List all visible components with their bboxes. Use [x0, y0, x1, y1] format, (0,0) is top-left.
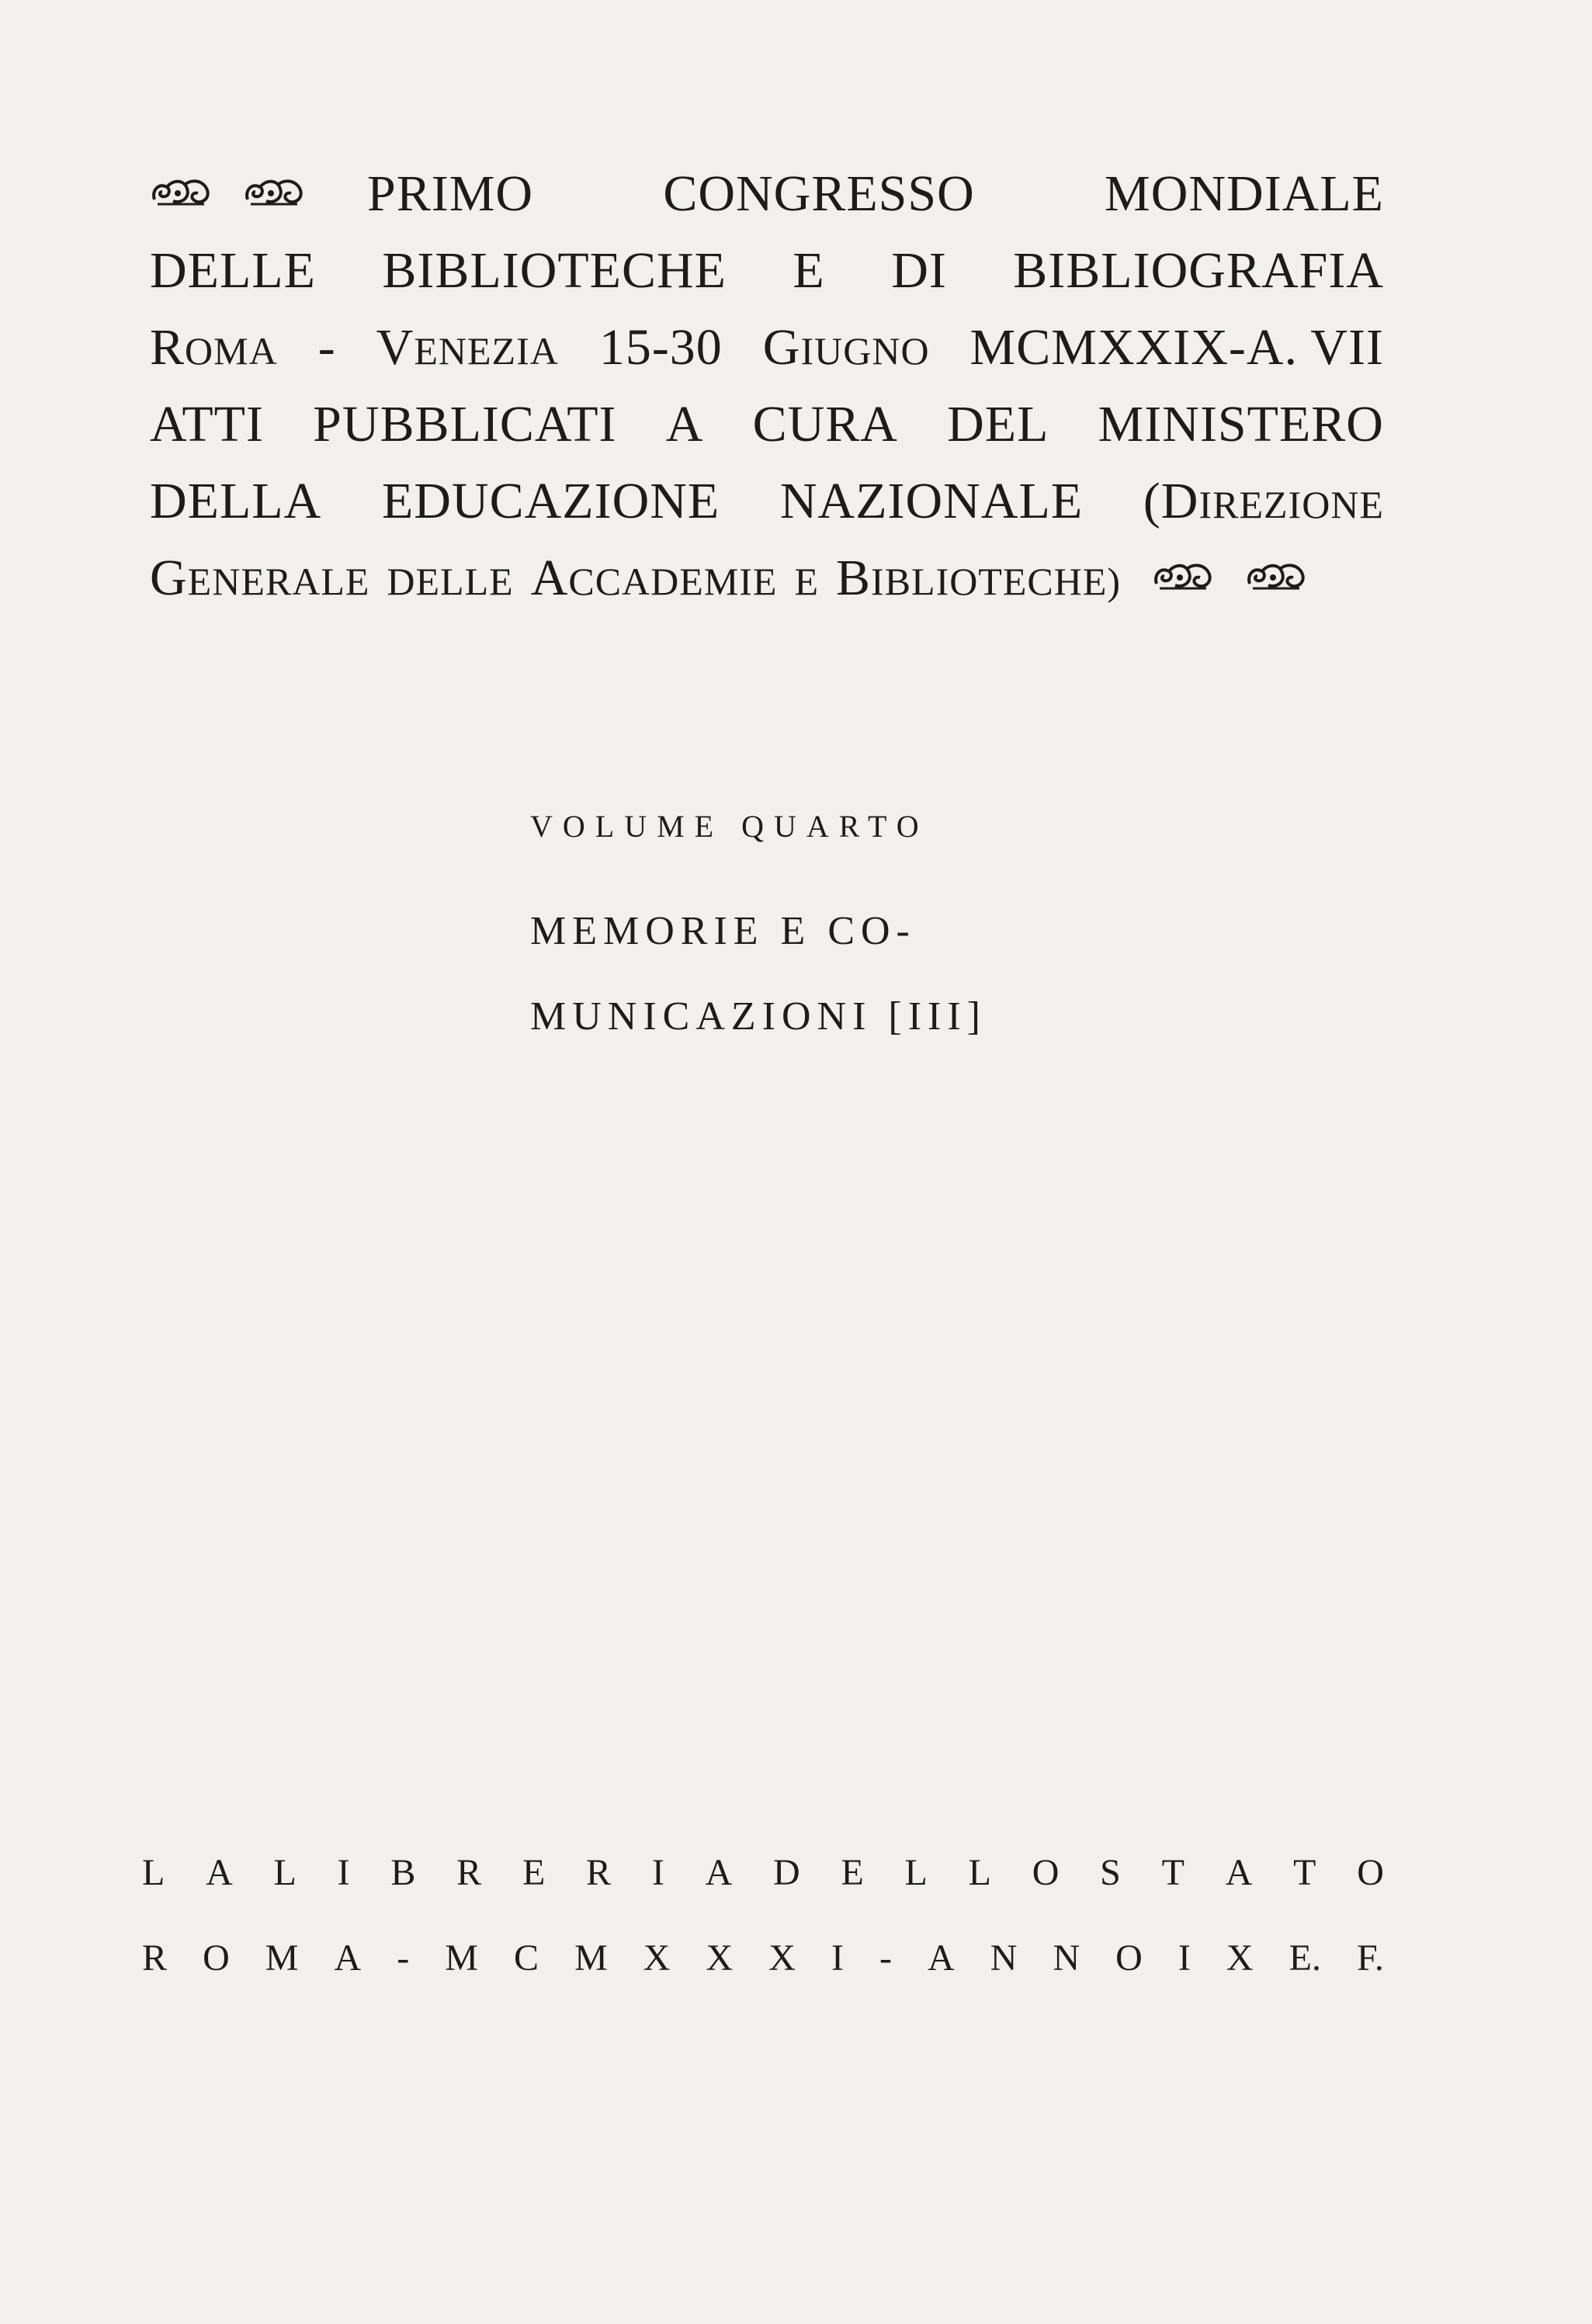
imprint-glyph: L: [904, 1852, 928, 1893]
imprint-glyph: O: [1115, 1937, 1143, 1979]
imprint-glyph: E.: [1289, 1937, 1321, 1979]
heading-word: DI: [891, 242, 947, 299]
imprint-glyph: E: [522, 1852, 546, 1893]
heading-word: A: [665, 396, 704, 453]
imprint-glyph: C: [514, 1937, 539, 1979]
imprint-glyph: R: [586, 1852, 612, 1893]
fleuron-ornament-icon: [243, 176, 305, 210]
heading-line-6: [150, 539, 1384, 616]
fleuron-ornament-icon: [1245, 560, 1307, 595]
heading-word: CONGRESSO: [663, 165, 975, 222]
imprint-glyph: -: [397, 1937, 410, 1979]
heading-word: DELLA: [150, 473, 322, 529]
imprint-glyph: T: [1293, 1852, 1316, 1893]
imprint-glyph: M: [445, 1937, 478, 1979]
heading-line-3: [150, 309, 1384, 386]
month-giugno: GIUGNO: [762, 319, 930, 376]
heading-line-2: [150, 232, 1384, 309]
imprint-glyph: B: [390, 1852, 416, 1893]
imprint-glyph: A: [705, 1852, 733, 1893]
imprint-glyph: N: [1053, 1937, 1080, 1979]
volume-title: [530, 889, 1011, 1060]
heading-line-5: [150, 463, 1384, 539]
heading-word: EDUCAZIONE: [381, 473, 720, 529]
imprint-glyph: -: [879, 1937, 892, 1979]
generale-word: GENERALE: [150, 550, 370, 606]
imprint-glyph: O: [203, 1937, 230, 1979]
heading-word: BIBLIOGRAFIA: [1013, 242, 1384, 299]
imprint-line-1: [142, 1830, 1384, 1916]
imprint-glyph: R: [456, 1852, 482, 1893]
imprint-glyph: M: [265, 1937, 299, 1979]
fleuron-ornament-icon: [1152, 560, 1214, 595]
imprint-glyph: O: [1357, 1852, 1384, 1893]
imprint-glyph: M: [574, 1937, 608, 1979]
heading-word: DELLE: [150, 242, 316, 299]
imprint-glyph: R: [142, 1937, 168, 1979]
imprint-glyph: E: [841, 1852, 864, 1893]
imprint-glyph: L: [968, 1852, 991, 1893]
ornament-group-left: [150, 176, 305, 210]
imprint-glyph: S: [1100, 1852, 1121, 1893]
imprint-line-2: [142, 1916, 1384, 2001]
imprint-glyph: I: [1178, 1937, 1191, 1979]
place-roma: ROMA: [150, 319, 278, 376]
delle-word: DELLE: [387, 560, 514, 603]
imprint-glyph: X: [768, 1937, 796, 1979]
heading-word: E: [793, 242, 825, 299]
heading-line-1-words: [367, 155, 1384, 232]
publisher-imprint: [142, 1830, 1384, 2001]
imprint-glyph: T: [1161, 1852, 1184, 1893]
heading-line-1: [150, 155, 1384, 232]
imprint-glyph: N: [990, 1937, 1018, 1979]
congress-dates: 15-30: [598, 319, 723, 376]
direzione-word: (DIREZIONE: [1143, 473, 1384, 529]
heading-word: BIBLIOTECHE: [382, 242, 727, 299]
separator-dash: -: [317, 319, 336, 376]
imprint-glyph: L: [273, 1852, 297, 1893]
heading-word: ATTI: [150, 396, 264, 453]
fleuron-ornament-icon: [150, 176, 212, 210]
heading-word: NAZIONALE: [779, 473, 1084, 529]
imprint-glyph: I: [651, 1852, 664, 1893]
imprint-glyph: O: [1032, 1852, 1060, 1893]
heading-word: CURA: [752, 396, 898, 453]
imprint-glyph: X: [1226, 1937, 1254, 1979]
volume-title-line-2: MUNICAZIONI [III]: [530, 994, 987, 1039]
imprint-glyph: A: [1225, 1852, 1253, 1893]
volume-label: VOLUME QUARTO: [530, 809, 929, 844]
heading-line-4: [150, 386, 1384, 463]
ornament-group-right: [1152, 560, 1307, 595]
imprint-glyph: A: [206, 1852, 233, 1893]
e-word: E: [794, 560, 820, 603]
imprint-glyph: I: [831, 1937, 844, 1979]
heading-line-6-text: [150, 539, 1121, 620]
volume-block: [530, 803, 1011, 1060]
imprint-glyph: X: [706, 1937, 734, 1979]
heading-word: PRIMO: [367, 165, 534, 222]
imprint-glyph: X: [643, 1937, 671, 1979]
heading-word: DEL: [947, 396, 1049, 453]
imprint-glyph: A: [928, 1937, 955, 1979]
imprint-glyph: L: [142, 1852, 165, 1893]
congress-heading: [150, 155, 1384, 616]
heading-word: PUBBLICATI: [313, 396, 617, 453]
congress-year: MCMXXIX-A. VII: [969, 319, 1384, 376]
heading-word: MONDIALE: [1105, 165, 1384, 222]
imprint-glyph: F.: [1357, 1937, 1384, 1979]
heading-word: MINISTERO: [1098, 396, 1384, 453]
imprint-glyph: I: [337, 1852, 350, 1893]
accademie-word: ACCADEMIE: [530, 550, 778, 606]
imprint-glyph: A: [334, 1937, 362, 1979]
volume-title-line-1: MEMORIE E CO-: [530, 909, 916, 953]
place-venezia: VENEZIA: [376, 319, 559, 376]
biblioteche-word: BIBLIOTECHE): [836, 550, 1122, 606]
imprint-glyph: D: [773, 1852, 800, 1893]
